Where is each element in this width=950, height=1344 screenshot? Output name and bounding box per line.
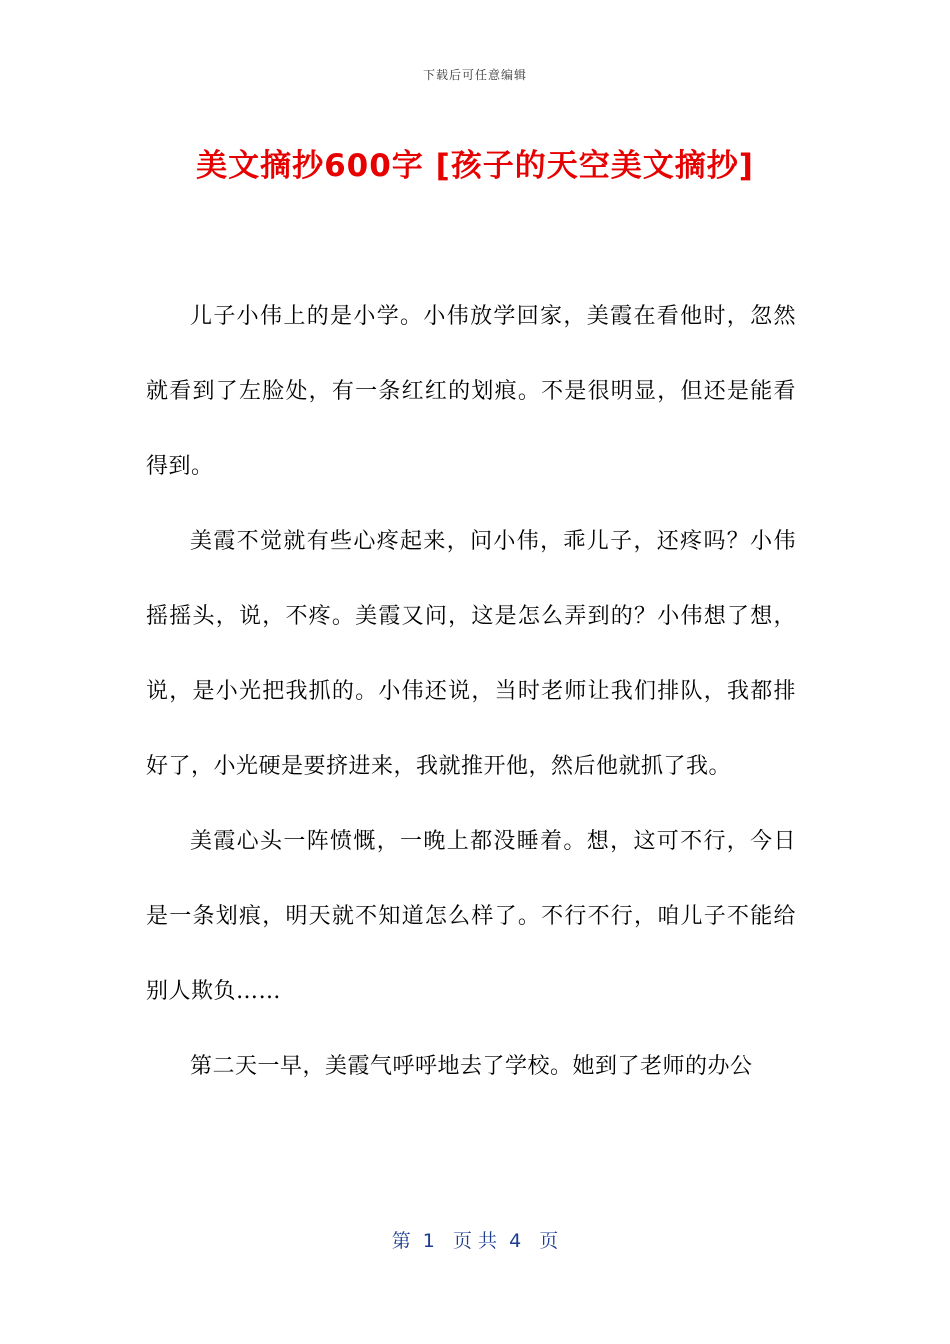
paragraph: 美霞心头一阵愤慨，一晚上都没睡着。想，这可不行，今日是一条划痕，明天就不知道怎么样了。不行不行，咱儿子不能给别人欺负…… bbox=[146, 829, 796, 1004]
paragraph: 儿子小伟上的是小学。小伟放学回家，美霞在看他时，忽然就看到了左脸处，有一条红红的划痕。不是很明显，但还是能看得到。 bbox=[146, 304, 796, 479]
header-note: 下载后可任意编辑 bbox=[422, 68, 527, 82]
document-body bbox=[146, 279, 796, 1104]
document-title: 美文摘抄600字 [孩子的天空美文摘抄] bbox=[196, 148, 754, 184]
paragraph: 第二天一早，美霞气呼呼地去了学校。她到了老师的办公 bbox=[190, 1054, 753, 1079]
page-number-footer: 第 1 页 共 4 页 bbox=[391, 1230, 559, 1252]
paragraph: 美霞不觉就有些心疼起来，问小伟，乖儿子，还疼吗？小伟摇摇头，说，不疼。美霞又问，这是怎么弄到的？小伟想了想，说，是小光把我抓的。小伟还说，当时老师让我们排队，我都排好了，小光硬是要挤进来，我就推开他，然后他就抓了我。 bbox=[146, 529, 796, 779]
